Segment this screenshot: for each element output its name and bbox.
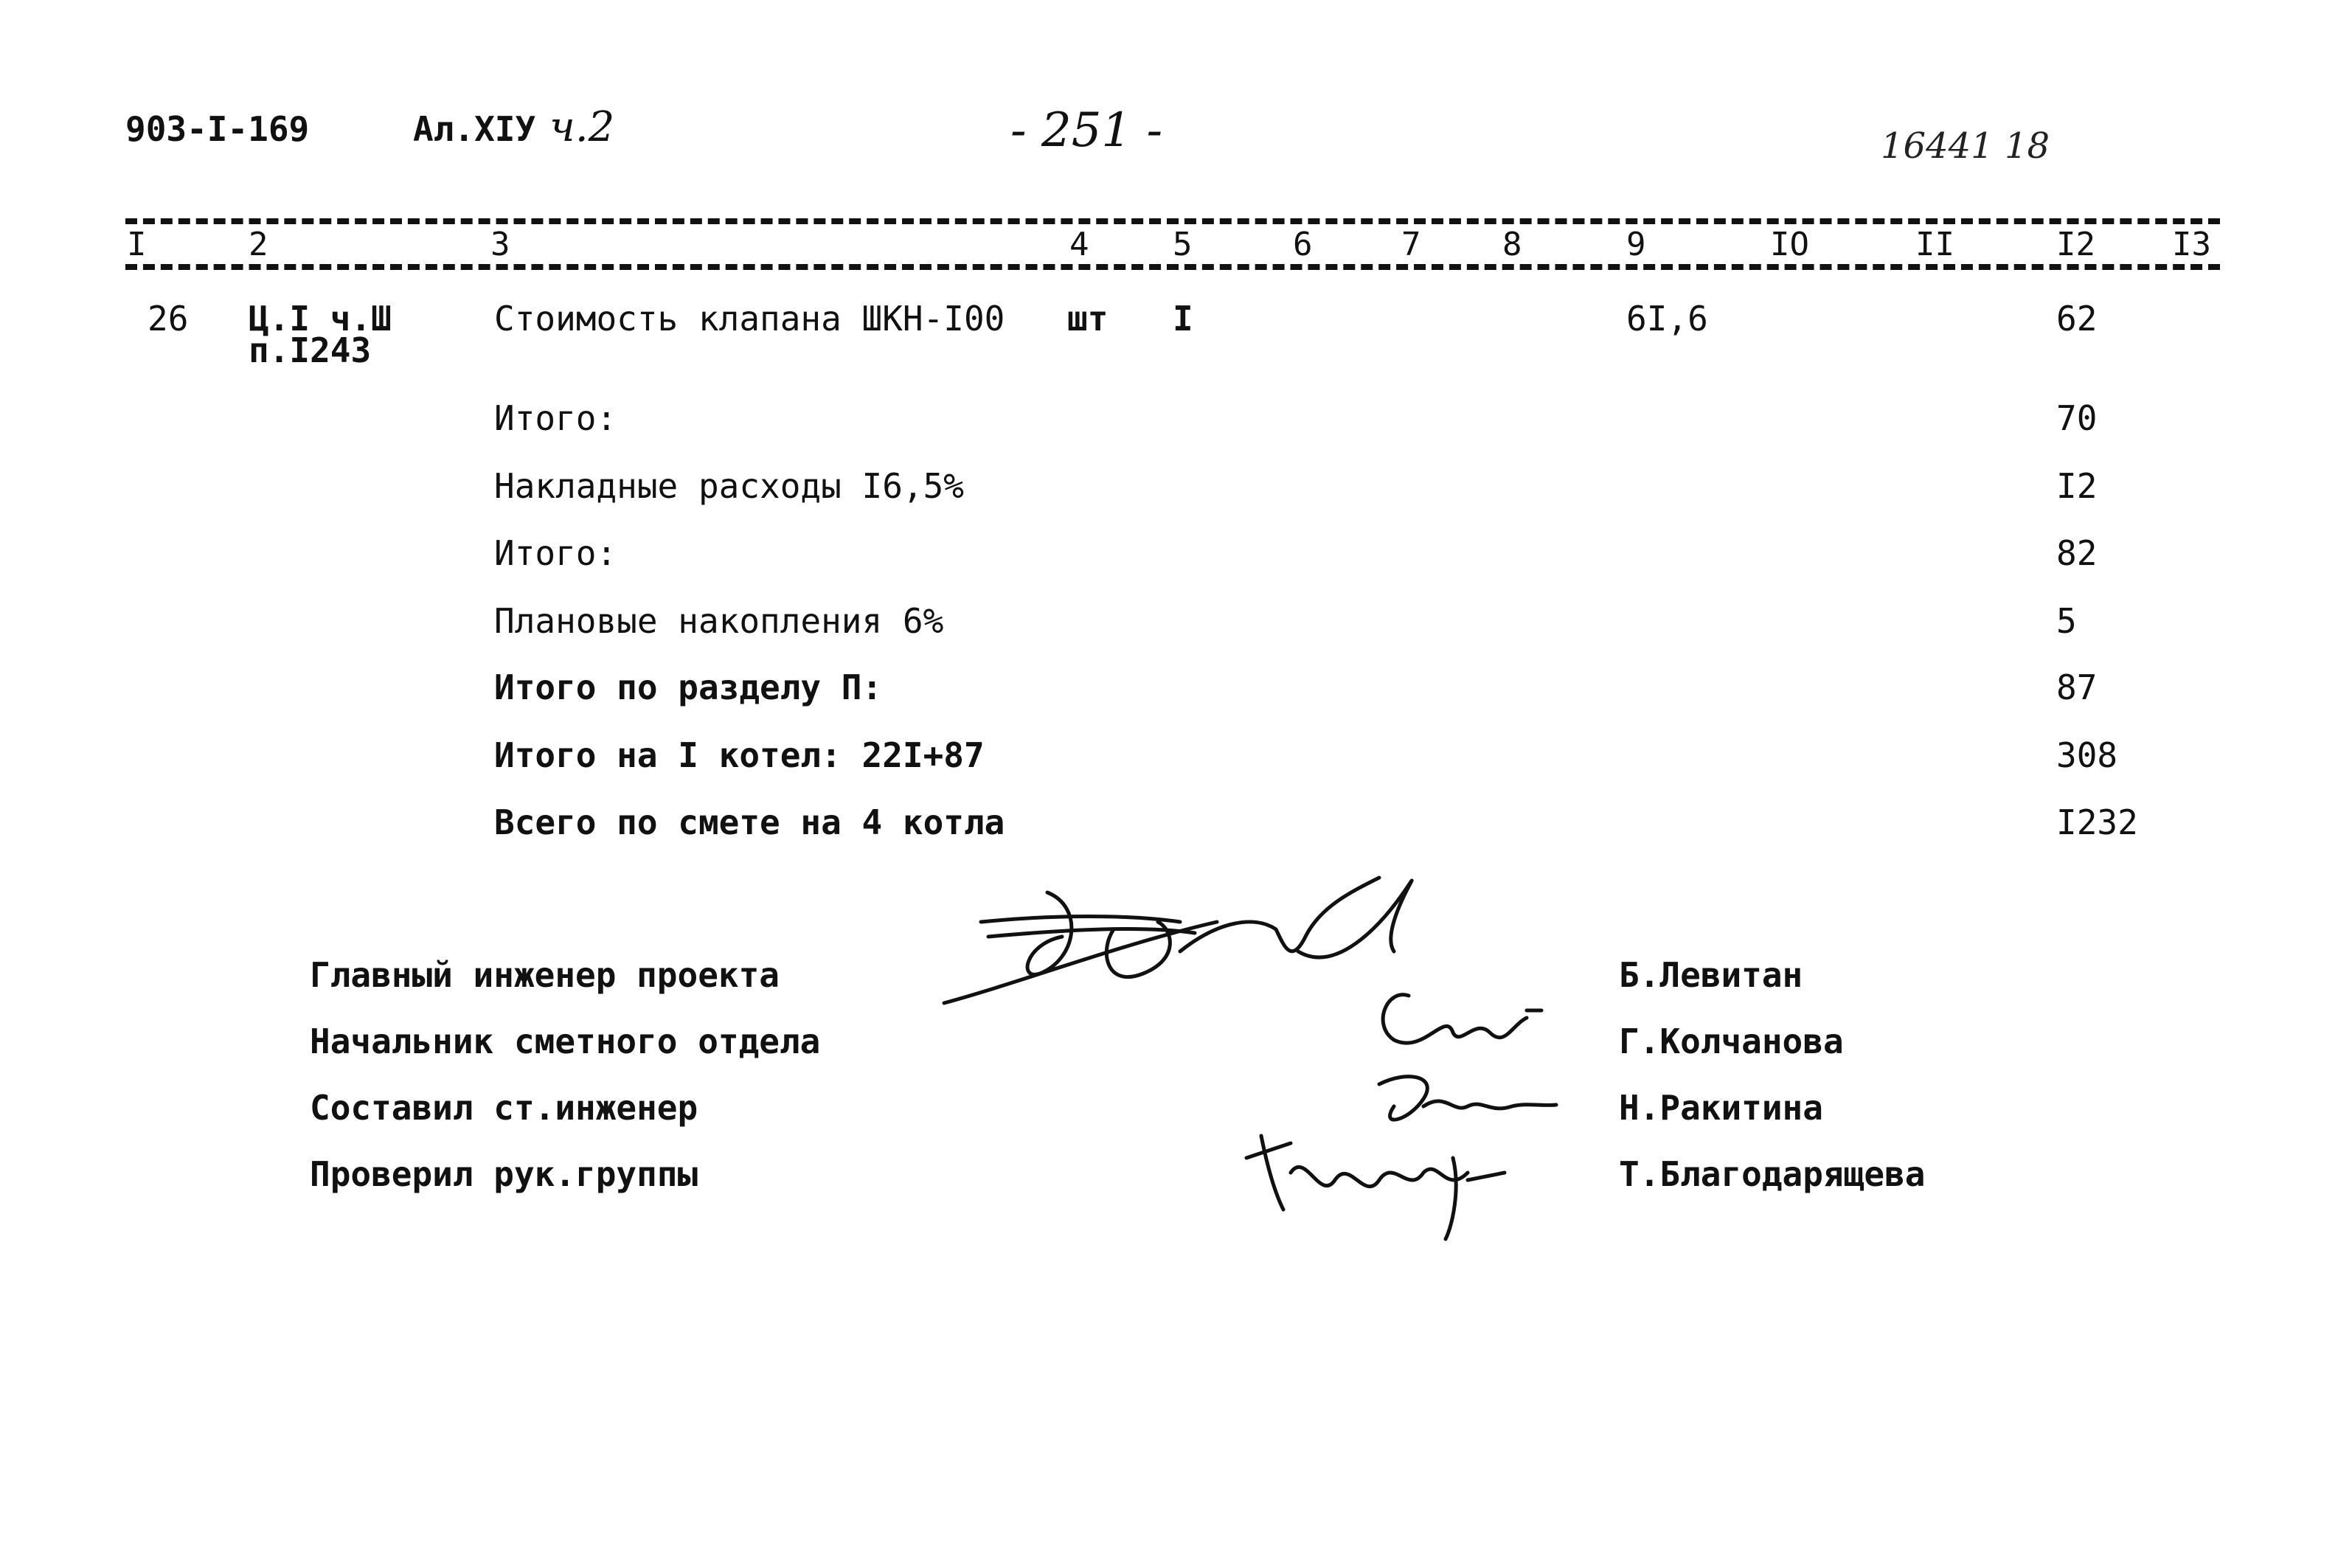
column-number: I <box>127 226 147 263</box>
item-number: 26 <box>148 299 189 339</box>
table-header-rule <box>125 264 2220 270</box>
column-number: 8 <box>1502 226 1522 263</box>
totals-value: I2 <box>2056 466 2098 506</box>
item-description: Стоимость клапана ШКН-I00 <box>494 299 1005 339</box>
reference-number: 16441 18 <box>1881 125 2050 167</box>
column-number: II <box>1915 226 1954 263</box>
totals-label: Итого по разделу П: <box>494 667 883 707</box>
totals-label: Итого на I котел: 22I+87 <box>494 735 985 775</box>
item-code: Ц.I ч.Ш <box>249 299 392 339</box>
document-code: 903-I-169 <box>125 109 310 149</box>
signature-name: Н.Ракитина <box>1619 1088 1823 1128</box>
column-number: I3 <box>2172 226 2211 263</box>
signature-role: Проверил рук.группы <box>310 1154 698 1194</box>
column-number: 3 <box>490 226 510 263</box>
column-number: 7 <box>1401 226 1421 263</box>
totals-label: Итого: <box>494 533 617 573</box>
signature-name: Г.Колчанова <box>1619 1021 1844 1061</box>
totals-value: I232 <box>2056 802 2138 842</box>
totals-value: 70 <box>2056 398 2098 438</box>
totals-label: Накладные расходы I6,5% <box>494 466 964 506</box>
album-label: Ал.XIУ <box>413 109 536 149</box>
handwritten-signatures <box>937 863 1586 1246</box>
album-handwritten-part: ч.2 <box>549 103 615 151</box>
item-total: 62 <box>2056 299 2098 339</box>
item-code-continued: п.I243 <box>249 330 372 370</box>
totals-value: 5 <box>2056 601 2077 641</box>
column-number: 5 <box>1173 226 1193 263</box>
signature-blagodaryashcheva <box>1246 1136 1505 1239</box>
totals-label: Всего по смете на 4 котла <box>494 802 1005 842</box>
signature-kolchanova <box>1383 995 1541 1043</box>
signature-role: Составил ст.инженер <box>310 1088 698 1128</box>
column-number: 6 <box>1293 226 1313 263</box>
signature-role: Начальник сметного отдела <box>310 1021 821 1061</box>
totals-value: 308 <box>2056 735 2118 775</box>
totals-value: 82 <box>2056 533 2098 573</box>
column-number: 2 <box>249 226 268 263</box>
column-number: IO <box>1770 226 1809 263</box>
column-number: 9 <box>1626 226 1646 263</box>
totals-label: Плановые накопления 6% <box>494 601 944 641</box>
page-number: - 251 - <box>1010 103 1163 158</box>
signature-rakitina <box>1379 1077 1556 1120</box>
item-unit-price: 6I,6 <box>1626 299 1708 339</box>
signature-chief-engineer <box>944 878 1412 1003</box>
table-top-rule <box>125 218 2220 224</box>
signature-name: Б.Левитан <box>1619 955 1803 995</box>
signature-role: Главный инженер проекта <box>310 955 780 995</box>
column-number: 4 <box>1069 226 1089 263</box>
item-quantity: I <box>1173 299 1193 339</box>
item-unit: шт <box>1067 299 1109 339</box>
totals-value: 87 <box>2056 667 2098 707</box>
column-number: I2 <box>2056 226 2095 263</box>
signature-name: Т.Благодарящева <box>1619 1154 1926 1194</box>
totals-label: Итого: <box>494 398 617 438</box>
